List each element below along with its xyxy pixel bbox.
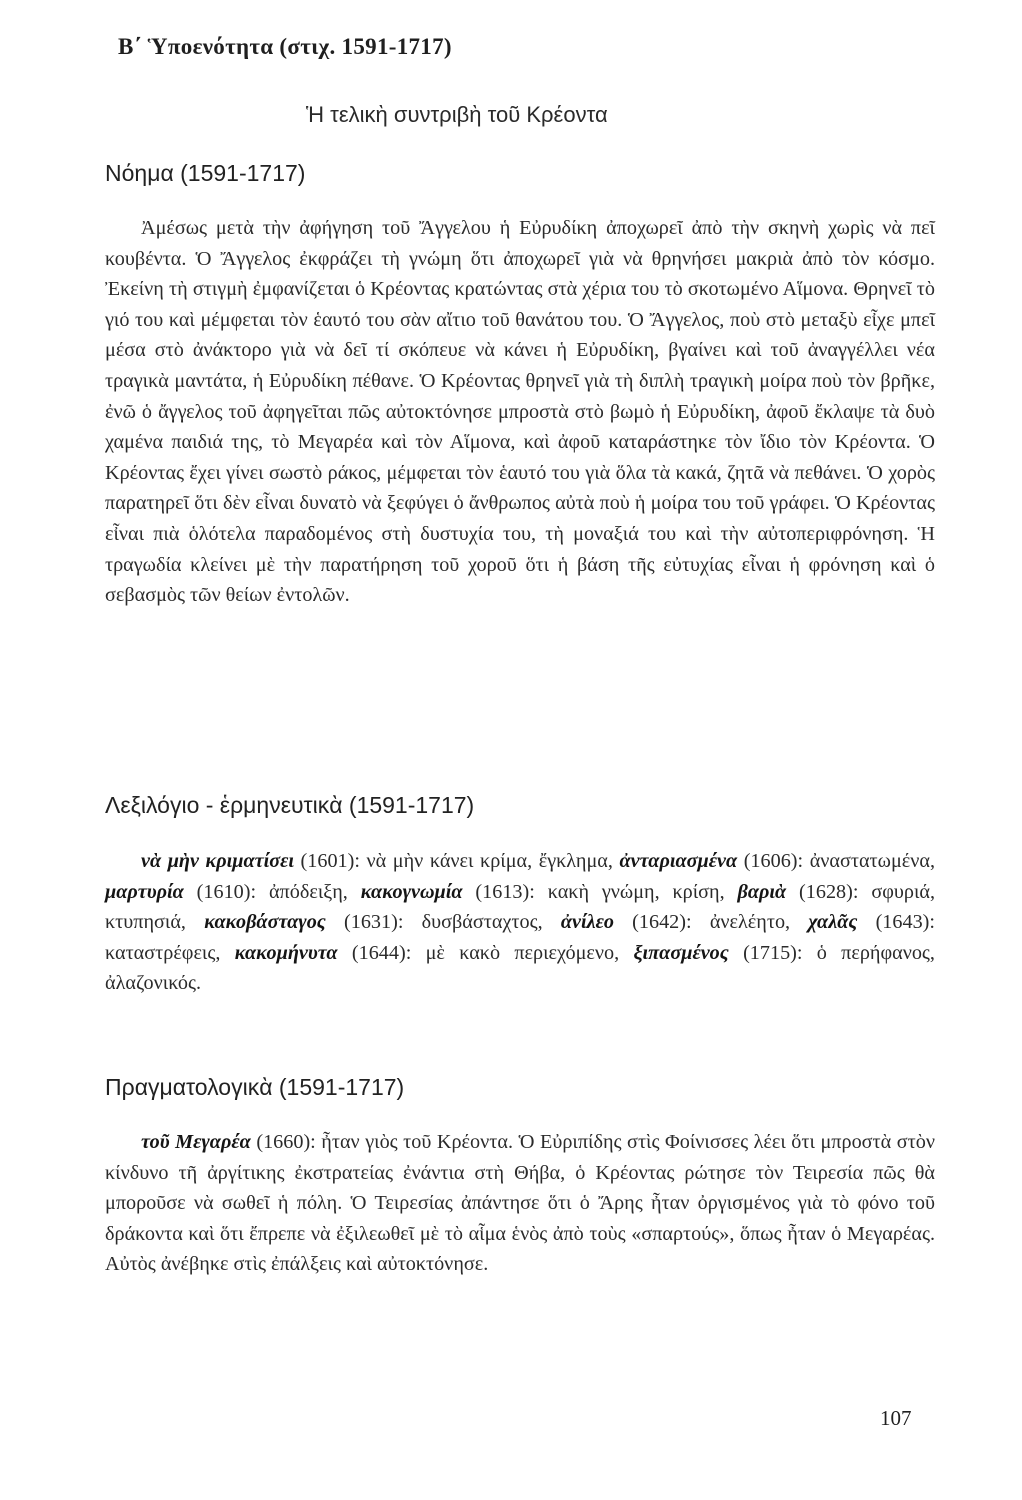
glossary-term: κακοβάσταγος: [204, 911, 326, 934]
glossary-term: μαρτυρία: [105, 880, 184, 903]
glossary-definition: (1610): ἀπόδειξη,: [183, 880, 361, 903]
glossary-term: χαλᾶς: [808, 911, 858, 934]
heading-lexilogio: Λεξιλόγιο - ἑρμηνευτικὰ (1591-1717): [105, 792, 475, 818]
heading-noima: Νόημα (1591-1717): [105, 160, 306, 186]
glossary-term: ἀνταριασμένα: [619, 850, 738, 872]
heading-pragmatologika: Πραγματολογικὰ (1591-1717): [105, 1074, 405, 1100]
glossary-term: ξιπασμένος: [633, 941, 729, 964]
paragraph-lexilogio: [105, 846, 935, 999]
glossary-definition: (1642): ἀνελέητο,: [613, 911, 809, 934]
section-subtitle: Ἡ τελικὴ συντριβὴ τοῦ Κρέοντα: [306, 102, 608, 127]
glossary-definition: (1644): μὲ κακὸ περιεχόμενο,: [337, 941, 634, 964]
glossary-definition: (1643): καταστρέφεις,: [105, 911, 936, 964]
glossary-term: νὰ μὴν κριματίσει: [141, 850, 294, 872]
glossary-definition: (1628): σφυριά, κτυπησιά,: [105, 880, 935, 934]
glossary-term: κακογνωμία: [360, 880, 463, 903]
glossary-definition: (1606): ἀναστατωμένα,: [737, 850, 935, 872]
glossary-definition: (1601): νὰ μὴν κάνει κρίμα, ἔγκλημα,: [293, 850, 620, 872]
paragraph-text: (1660): ἦταν γιὸς τοῦ Κρέοντα. Ὁ Εὐριπίδης στὶς Φοίνισσες λέει ὅτι μπροστὰ στὸν κίνδυνο τῆ ἀργίτικης ἐκστρατείας ἐνάντια στὴ Θήβα, ὁ Κρέοντας ρώτησε τὸν Τειρεσία πῶς θὰ μποροῦσε νὰ σωθεῖ ἡ πόλη. Ὁ Τειρεσίας ἀπάντησε ὅτι ὁ Ἄρης ἦταν ὀργισμένος γιὰ τὸ φόνο τοῦ δράκοντα καὶ ὅτι ἔπρεπε νὰ ἐξιλεωθεῖ μὲ τὸ αἷμα ἑνὸς ἀπὸ τοὺς «σπαρτούς», ὅπως ἦταν ὁ Μεγαρέας. Αὐτὸς ἀνέβηκε στὶς ἐπάλξεις καὶ αὐτοκτόνησε.: [105, 1131, 935, 1276]
paragraph-pragmatologika: [105, 1127, 935, 1280]
chapter-header: Β΄ Ὑποενότητα (στιχ. 1591-1717): [118, 34, 452, 59]
glossary-definition: (1715): ὁ περήφανος, ἀλαζονικός.: [105, 941, 935, 995]
page-number: 107: [880, 1406, 912, 1430]
glossary-term: κακομήνυτα: [234, 941, 338, 964]
glossary-term: τοῦ Μεγαρέα: [141, 1131, 251, 1153]
glossary-definition: (1631): δυσβάσταχτος,: [325, 911, 561, 934]
paragraph-noima: Ἀμέσως μετὰ τὴν ἀφήγηση τοῦ Ἄγγελου ἡ Εὐρυδίκη ἀποχωρεῖ ἀπὸ τὴν σκηνὴ χωρὶς νὰ πεῖ κουβέντα. Ὁ Ἄγγελος ἐκφράζει τὴ γνώμη ὅτι ἀποχωρεῖ γιὰ νὰ θρηνήσει μακριὰ ἀπὸ τὸν κόσμο. Ἐκείνη τὴ στιγμὴ ἐμφανίζεται ὁ Κρέοντας κρατώντας στὰ χέρια του τὸ σκοτωμένο Αἵμονα. Θρηνεῖ τὸ γιό του καὶ μέμφεται τὸν ἑαυτό του σὰν αἴτιο τοῦ θανάτου του. Ὁ Ἄγγελος, ποὺ στὸ μεταξὺ εἶχε μπεῖ μέσα στὸ ἀνάκτορο γιὰ νὰ δεῖ τί σκόπευε νὰ κάνει ἡ Εὐρυδίκη, βγαίνει καὶ τοῦ ἀναγγέλλει νέα τραγικὰ μαντάτα, ἡ Εὐρυδίκη πέθανε. Ὁ Κρέοντας θρηνεῖ γιὰ τὴ διπλὴ τραγικὴ μοίρα ποὺ τὸν βρῆκε, ἐνῶ ὁ ἄγγελος τοῦ ἀφηγεῖται πῶς αὐτοκτόνησε μπροστὰ στὸ βωμὸ ἡ Εὐρυδίκη, ἀφοῦ ἔκλαψε τὰ δυὸ χαμένα παιδιά της, τὸ Μεγαρέα καὶ τὸν Αἵμονα, καὶ ἀφοῦ καταράστηκε τὸν ἴδιο τὸν Κρέοντα. Ὁ Κρέοντας ἔχει γίνει σωστὸ ράκος, μέμφεται τὸν ἑαυτό του γιὰ ὅλα τὰ κακά, ζητᾶ νὰ πεθάνει. Ὁ χορὸς παρατηρεῖ ὅτι δὲν εἶναι δυνατὸ νὰ ξεφύγει ὁ ἄνθρωπος αὐτὰ ποὺ ἡ μοίρα του τοῦ γράφει. Ὁ Κρέοντας εἶναι πιὰ ὁλότελα παραδομένος στὴ δυστυχία του, τὴ μοναξιά του καὶ τὴν αὐτοπεριφρόνηση. Ἡ τραγωδία κλείνει μὲ τὴν παρατήρηση τοῦ χοροῦ ὅτι ἡ βάση τῆς εὐτυχίας εἶναι ἡ φρόνηση καὶ ὁ σεβασμὸς τῶν θείων ἐντολῶν.: [105, 217, 935, 607]
glossary-term: ἀνίλεο: [560, 911, 614, 934]
glossary-term: βαριὰ: [737, 880, 787, 903]
glossary-definition: (1613): κακὴ γνώμη, κρίση,: [462, 880, 738, 903]
